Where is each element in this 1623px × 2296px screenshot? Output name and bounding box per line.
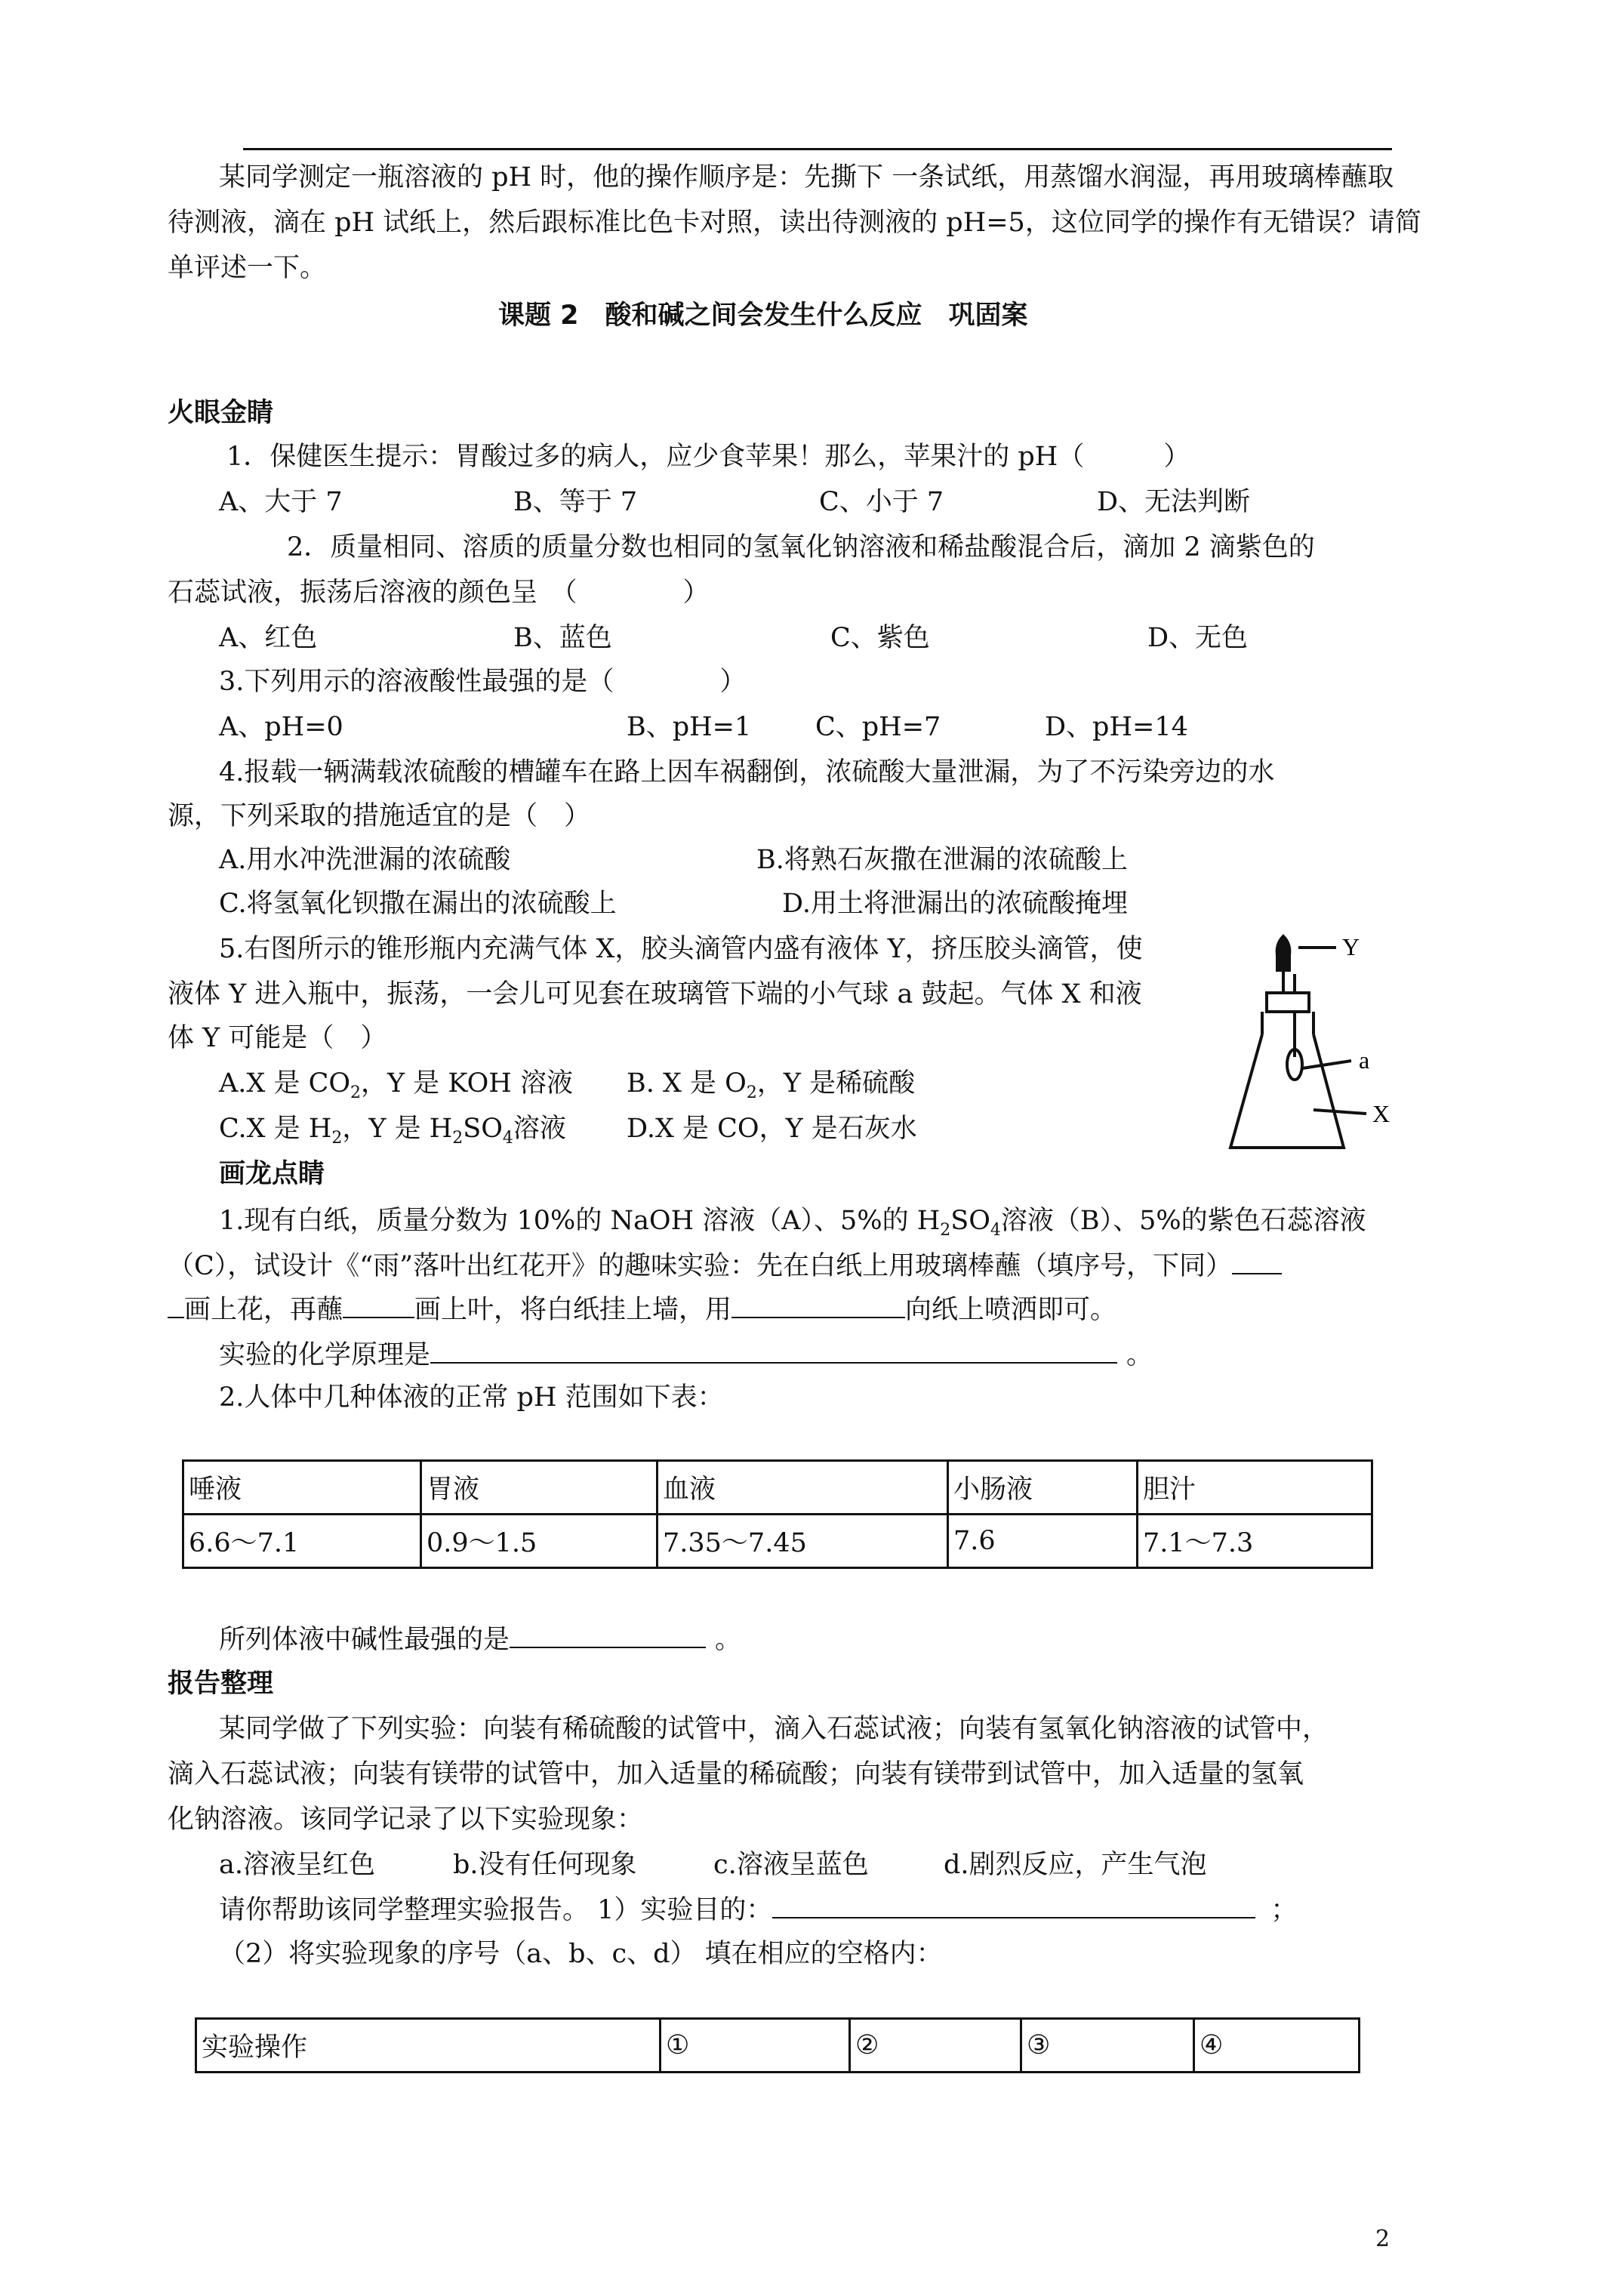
- q3-option-a: A、pH=0: [219, 712, 343, 742]
- table-header-cell: 唾液: [183, 1461, 421, 1515]
- q5-stem-1: 5.右图所示的锥形瓶内充满气体 X，胶头滴管内盛有液体 Y，挤压胶头滴管，使: [219, 934, 1143, 964]
- q5-option-c: C.X 是 $H_2$，Y 是 $H_2SO_4$溶液: [219, 1114, 566, 1148]
- label-y: Y: [1342, 933, 1360, 960]
- table-cell: 7.6: [948, 1515, 1138, 1568]
- q2-option-b: B、蓝色: [513, 623, 612, 653]
- page-number: 2: [1375, 2226, 1390, 2252]
- label-a: a: [1359, 1046, 1370, 1074]
- table-cell[interactable]: ①: [661, 2019, 850, 2073]
- table-cell[interactable]: ②: [850, 2019, 1021, 2073]
- report-line-6: （2）将实验现象的序号（a、b、c、d） 填在相应的空格内：: [219, 1939, 943, 1969]
- label-x: X: [1372, 1100, 1390, 1127]
- table-row: [196, 2019, 1360, 2073]
- q2-stem-1: 2．质量相同、溶质的质量分数也相同的氢氧化钠溶液和稀盐酸混合后，滴加 2 滴紫色的: [287, 532, 1315, 562]
- q4-option-d: D.用土将泄漏出的浓硫酸掩埋: [782, 889, 1128, 919]
- blank-flower-reagent[interactable]: [1232, 1246, 1282, 1274]
- stopper: [1267, 993, 1309, 1012]
- operations-table: [195, 2017, 1360, 2073]
- q5-stem-3: 体 Y 可能是（ ）: [168, 1023, 387, 1053]
- blank-experiment-purpose[interactable]: [772, 1890, 1255, 1918]
- flask-figure: [1223, 921, 1404, 1163]
- blank-most-alkaline[interactable]: [510, 1620, 706, 1648]
- section-heading-3: 报告整理: [168, 1669, 274, 1699]
- q5-option-d: D.X 是 CO，Y 是石灰水: [627, 1114, 917, 1144]
- q1-option-c: C、小于 7: [819, 487, 944, 517]
- table-cell[interactable]: ③: [1021, 2019, 1194, 2073]
- q5-option-a: A.X 是 $CO_2$，Y 是 KOH 溶液: [219, 1068, 573, 1102]
- blank-principle[interactable]: [430, 1335, 1117, 1364]
- intro-line-1: 某同学测定一瓶溶液的 pH 时，他的操作顺序是：先撕下 一条试纸，用蒸馏水润湿，再用玻璃棒蘸取: [219, 162, 1394, 193]
- q2-stem-2: 石蕊试液，振荡后溶液的颜色呈 （ ）: [168, 578, 710, 608]
- phenomenon-b: b.没有任何现象: [453, 1850, 637, 1880]
- p1-line-4: 实验的化学原理是 。: [219, 1335, 1153, 1374]
- dropper-bulb: [1277, 936, 1290, 970]
- q3-stem: 3.下列用示的溶液酸性最强的是（ ）: [219, 667, 747, 697]
- table-header-cell: 血液: [658, 1461, 948, 1515]
- q4-option-a: A.用水冲洗泄漏的浓硫酸: [219, 845, 511, 875]
- q2-option-d: D、无色: [1147, 623, 1249, 653]
- q2-option-c: C、紫色: [830, 623, 930, 653]
- q1-option-b: B、等于 7: [513, 487, 638, 517]
- table-row: [183, 1461, 1372, 1515]
- q3-option-b: B、pH=1: [627, 712, 752, 742]
- intro-line-3: 单评述一下。: [168, 253, 327, 283]
- q5-option-b: B. X 是 $O_2$，Y 是稀硫酸: [627, 1068, 916, 1102]
- blank-flower-reagent-cont[interactable]: [168, 1290, 184, 1318]
- q3-option-c: C、pH=7: [815, 712, 941, 742]
- q1-option-a: A、大于 7: [219, 487, 343, 517]
- q1-option-d: D、无法判断: [1097, 487, 1251, 517]
- table-cell: 7.35～7.45: [658, 1515, 948, 1568]
- q5-stem-2: 液体 Y 进入瓶中，振荡，一会儿可见套在玻璃管下端的小气球 a 鼓起。气体 X 和液: [168, 979, 1142, 1009]
- q2-option-a: A、红色: [219, 623, 318, 653]
- p2-ask: 所列体液中碱性最强的是 。: [219, 1620, 741, 1659]
- p2-stem: 2.人体中几种体液的正常 pH 范围如下表：: [219, 1382, 724, 1413]
- table-header-cell: 实验操作: [196, 2019, 661, 2073]
- top-rule: [243, 148, 1392, 150]
- table-header-cell: 胆汁: [1138, 1461, 1372, 1515]
- intro-line-2: 待测液，滴在 pH 试纸上，然后跟标准比色卡对照，读出待测液的 pH=5，这位同学的操作有无错误？请简: [168, 208, 1421, 238]
- table-row: [183, 1515, 1372, 1568]
- p1-line-1: 1.现有白纸，质量分数为 10%的 NaOH 溶液（A）、5%的 $H_2SO_4$溶液（B）、5%的紫色石蕊溶液: [219, 1206, 1366, 1240]
- report-line-5: 请你帮助该同学整理实验报告。 1）实验目的： ；: [219, 1890, 1297, 1929]
- q1-stem: 1．保健医生提示：胃酸过多的病人，应少食苹果！那么，苹果汁的 pH（ ）: [226, 442, 1190, 472]
- q4-stem-2: 源，下列采取的措施适宜的是（ ）: [168, 801, 591, 831]
- blank-leaf-reagent[interactable]: [343, 1290, 414, 1318]
- p1-line-3: 画上花，再蘸 画上叶，将白纸挂上墙，用 向纸上喷洒即可。: [168, 1290, 1116, 1329]
- phenomenon-d: d.剧烈反应，产生气泡: [944, 1850, 1207, 1880]
- page-title: 课题 2 酸和碱之间会发生什么反应 巩固案: [498, 300, 1028, 331]
- report-line-3: 化钠溶液。该同学记录了以下实验现象：: [168, 1804, 644, 1835]
- section-heading-1: 火眼金睛: [168, 398, 274, 428]
- table-header-cell: 小肠液: [948, 1461, 1138, 1515]
- q3-option-d: D、pH=14: [1045, 712, 1188, 742]
- q4-option-b: B.将熟石灰撒在泄漏的浓硫酸上: [756, 845, 1128, 875]
- report-line-1: 某同学做了下列实验：向装有稀硫酸的试管中，滴入石蕊试液；向装有氢氧化钠溶液的试管中，: [219, 1714, 1329, 1744]
- table-cell[interactable]: ④: [1194, 2019, 1360, 2073]
- table-cell: 0.9～1.5: [421, 1515, 658, 1568]
- q4-stem-1: 4.报载一辆满载浓硫酸的槽罐车在路上因车祸翻倒，浓硫酸大量泄漏，为了不污染旁边的水: [219, 757, 1275, 787]
- phenomenon-a: a.溶液呈红色: [219, 1850, 375, 1880]
- p1-line-2: （C），试设计《“雨”落叶出红花开》的趣味实验：先在白纸上用玻璃棒蘸（填序号，下同）: [168, 1246, 1282, 1285]
- phenomenon-c: c.溶液呈蓝色: [713, 1850, 869, 1880]
- flask-body: [1230, 1034, 1344, 1148]
- blank-spray-reagent[interactable]: [731, 1290, 905, 1318]
- section-heading-2: 画龙点睛: [219, 1159, 325, 1189]
- q4-option-c: C.将氢氧化钡撒在漏出的浓硫酸上: [219, 889, 617, 919]
- table-cell: 6.6～7.1: [183, 1515, 421, 1568]
- table-header-cell: 胃液: [421, 1461, 658, 1515]
- ph-table: [182, 1459, 1373, 1569]
- table-cell: 7.1～7.3: [1138, 1515, 1372, 1568]
- report-line-2: 滴入石蕊试液；向装有镁带的试管中，加入适量的稀硫酸；向装有镁带到试管中，加入适量的氢氧: [168, 1759, 1304, 1789]
